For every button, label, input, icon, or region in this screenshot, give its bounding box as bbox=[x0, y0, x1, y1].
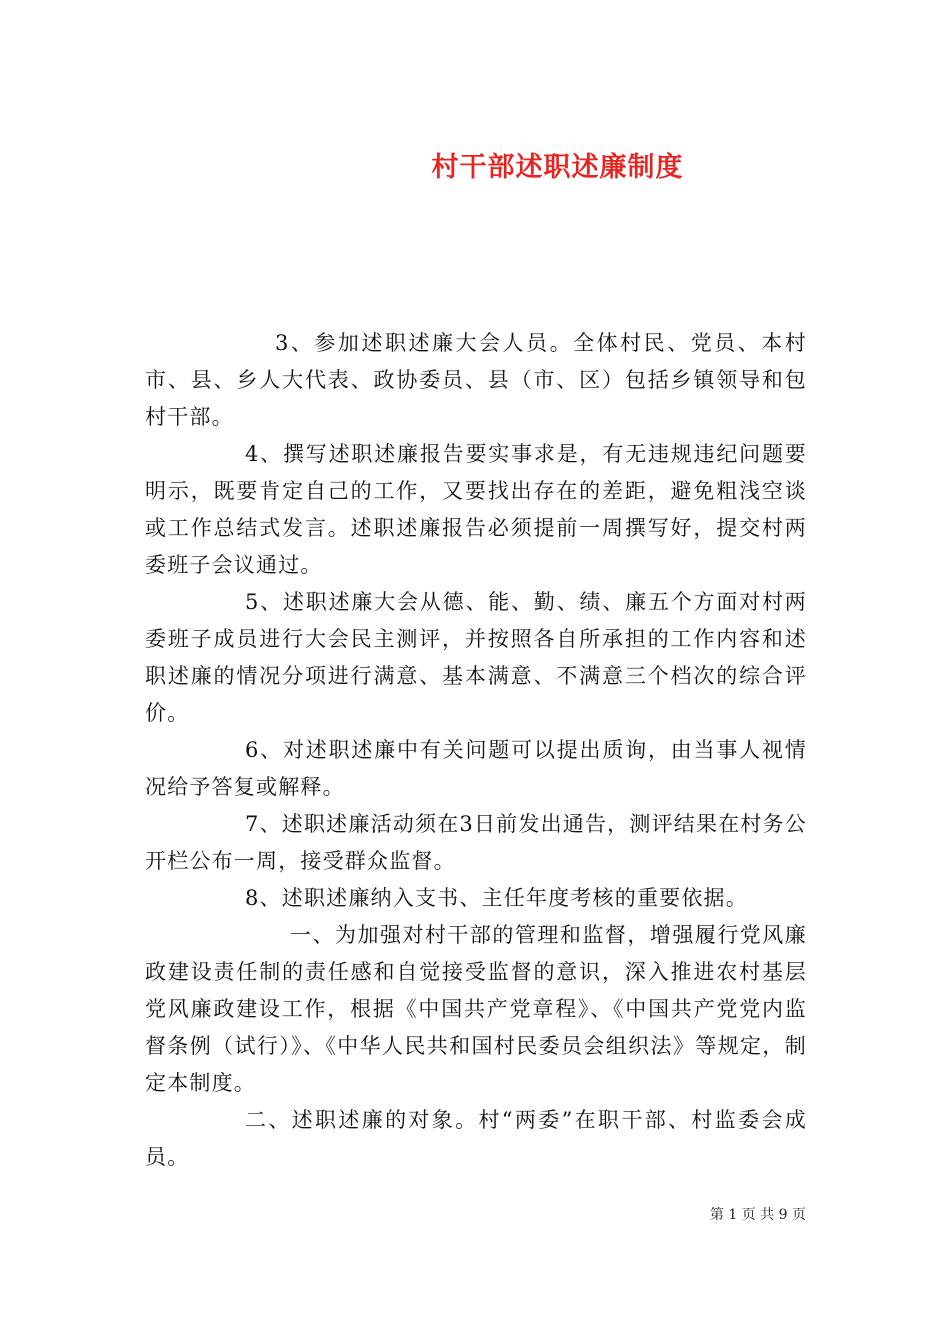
paragraph-notice: 7、述职述廉活动须在3日前发出通告，测评结果在村务公开栏公布一周，接受群众监督。 bbox=[145, 812, 807, 873]
paragraph-purpose: 一、为加强对村干部的管理和监督，增强履行党风廉政建设责任制的责任感和自觉接受监督的意识，深入推进农村基层党风廉政建设工作，根据《中国共产党章程》、《中国共产党党内监督条例（试行）》、《中华人民共和国村民委员会组织法》等规定，制定本制度。 bbox=[145, 923, 807, 1095]
page-number: 第 1 页 共 9 页 bbox=[709, 1207, 806, 1223]
paragraph-evaluation: 5、述职述廉大会从德、能、勤、绩、廉五个方面对村两委班子成员进行大会民主测评，并按照各自所承担的工作内容和述职述廉的情况分项进行满意、基本满意、不满意三个档次的综合评价。 bbox=[145, 590, 807, 725]
paragraph-subjects: 二、述职述廉的对象。村“两委”在职干部、村监委会成员。 bbox=[145, 1108, 807, 1169]
paragraph-inquiry: 6、对述职述廉中有关问题可以提出质询，由当事人视情况给予答复或解释。 bbox=[145, 738, 807, 799]
document-title: 村干部述职述廉制度 bbox=[431, 152, 684, 184]
paragraph-attendees: 3、参加述职述廉大会人员。全体村民、党员、本村市、县、乡人大代表、政协委员、县（市、区）包括乡镇领导和包村干部。 bbox=[145, 331, 807, 429]
document-body bbox=[145, 325, 807, 1176]
paragraph-assessment-basis: 8、述职述廉纳入支书、主任年度考核的重要依据。 bbox=[245, 886, 748, 910]
paragraph-report-writing: 4、撰写述职述廉报告要实事求是，有无违规违纪问题要明示，既要肯定自己的工作，又要找出存在的差距，避免粗浅空谈或工作总结式发言。述职述廉报告必须提前一周撰写好，提交村两委班子会议通过。 bbox=[145, 442, 807, 577]
